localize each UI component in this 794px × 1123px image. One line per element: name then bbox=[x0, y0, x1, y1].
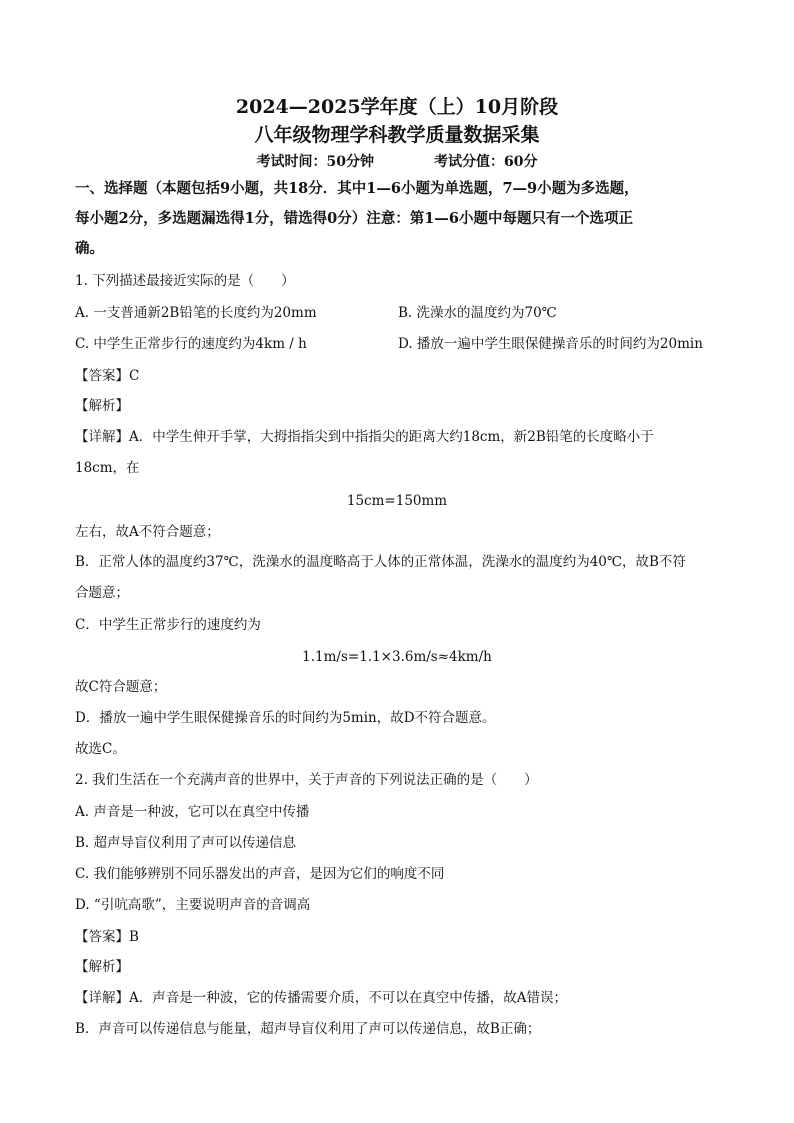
q1-detail-7: 故C符合题意； bbox=[75, 679, 167, 695]
section-instructions-2: 每小题2分，多选题漏选得1分，错选得0分）注意：第1—6小题中每题只有一个选项正 bbox=[75, 210, 633, 227]
exam-time: 考试时间：50分钟 bbox=[256, 154, 374, 170]
q1-equation-2: 1.1m/s=1.1×3.6m/s≈4km/h bbox=[302, 649, 492, 665]
title-line-1: 2024—2025学年度（上）10月阶段 bbox=[235, 96, 559, 118]
q2-option-c: C. 我们能够辨别不同乐器发出的声音，是因为它们的响度不同 bbox=[75, 866, 445, 882]
q1-detail-5: 合题意； bbox=[75, 585, 129, 601]
q2-analysis-label: 【解析】 bbox=[75, 959, 129, 975]
q1-option-c: C. 中学生正常步行的速度约为4km / h bbox=[75, 336, 307, 352]
q1-option-a: A. 一支普通新2B铅笔的长度约为20mm bbox=[75, 305, 317, 321]
q1-analysis-label: 【解析】 bbox=[75, 398, 129, 414]
q1-detail-3: 左右，故A不符合题意； bbox=[75, 524, 220, 540]
q2-option-b: B. 超声导盲仪利用了声可以传递信息 bbox=[75, 835, 297, 851]
q1-detail-4: B．正常人体的温度约37℃，洗澡水的温度略高于人体的正常体温，洗澡水的温度约为40℃，故B不符 bbox=[75, 554, 686, 570]
q2-answer: 【答案】B bbox=[75, 929, 139, 945]
section-instructions-3: 确。 bbox=[75, 240, 104, 257]
q1-detail-9: 故选C。 bbox=[75, 741, 126, 757]
exam-info bbox=[0, 151, 794, 171]
q1-option-d: D. 播放一遍中学生眼保健操音乐的时间约为20min bbox=[398, 336, 703, 352]
q2-stem: 2. 我们生活在一个充满声音的世界中，关于声音的下列说法正确的是（ ） bbox=[75, 772, 538, 788]
title-line-2: 八年级物理学科教学质量数据采集 bbox=[254, 124, 540, 146]
q1-stem: 1. 下列描述最接近实际的是（ ） bbox=[75, 273, 295, 289]
q1-equation-1: 15cm=150mm bbox=[346, 493, 448, 509]
q1-detail-2: 18cm，在 bbox=[75, 460, 140, 476]
q2-detail-2: B．声音可以传递信息与能量，超声导盲仪利用了声可以传递信息，故B正确； bbox=[75, 1021, 541, 1037]
q1-answer: 【答案】C bbox=[75, 368, 140, 384]
q1-option-b: B. 洗澡水的温度约为70℃ bbox=[398, 305, 557, 321]
q1-detail-8: D．播放一遍中学生眼保健操音乐的时间约为5min，故D不符合题意。 bbox=[75, 710, 496, 726]
q1-detail-1: 【详解】A．中学生伸开手掌，大拇指指尖到中指指尖的距离大约18cm，新2B铅笔的长度略小于 bbox=[75, 429, 654, 445]
q2-option-a: A. 声音是一种波，它可以在真空中传播 bbox=[75, 804, 310, 820]
exam-score: 考试分值：60分 bbox=[434, 154, 538, 170]
section-instructions-1: 一、选择题（本题包括9小题，共18分．其中1—6小题为单选题，7—9小题为多选题， bbox=[75, 180, 639, 197]
q2-option-d: D. “引吭高歌”，主要说明声音的音调高 bbox=[75, 897, 311, 913]
q1-detail-6: C．中学生正常步行的速度约为 bbox=[75, 617, 261, 633]
q2-detail-1: 【详解】A．声音是一种波，它的传播需要介质，不可以在真空中传播，故A错误； bbox=[75, 990, 567, 1006]
